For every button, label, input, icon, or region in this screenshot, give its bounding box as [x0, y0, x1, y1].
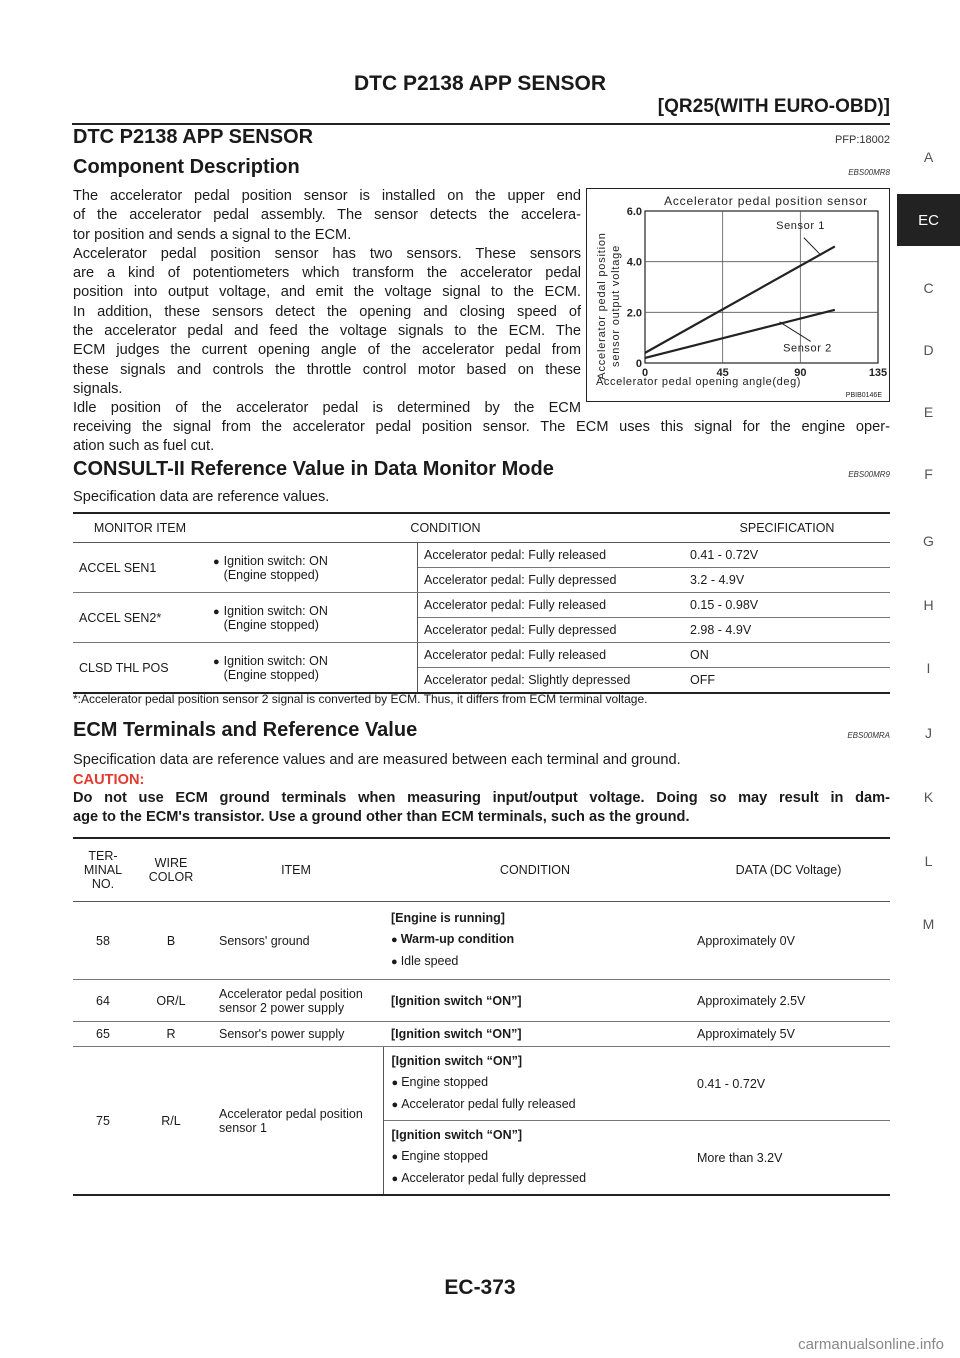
col-wire-color: WIRE COLOR — [133, 838, 209, 902]
table-row — [73, 902, 890, 980]
page-header-title: DTC P2138 APP SENSOR — [353, 72, 607, 95]
wire-color: B — [133, 902, 209, 980]
sensor-voltage-chart — [586, 188, 890, 402]
consult-intro: Specification data are reference values. — [73, 489, 330, 505]
sub-condition: Accelerator pedal: Fully released — [418, 543, 685, 568]
sub-condition: Accelerator pedal: Fully released — [418, 643, 685, 668]
text-line: The accelerator pedal position sensor is installed on the upper end — [73, 188, 581, 204]
side-tab-c[interactable]: C — [923, 280, 934, 296]
chart-figure-code: PBIB0146E — [845, 392, 882, 399]
text-line: receiving the signal from the accelerator pedal position sensor. The ECM uses this signal for the engine oper- — [73, 419, 890, 435]
condition: [Ignition switch “ON”] ● Engine stopped ● Accelerator pedal fully released — [383, 1047, 687, 1121]
side-tab-d[interactable]: D — [923, 342, 934, 358]
side-tab-j[interactable]: J — [925, 725, 932, 741]
chart-ylabel-line1: Accelerator pedal position — [596, 232, 608, 380]
text-line: Idle position of the accelerator pedal is determined by the ECM — [73, 400, 581, 417]
condition: [Ignition switch “ON”] — [383, 980, 687, 1022]
wire-color: R/L — [133, 1047, 209, 1196]
side-tab-g[interactable]: G — [923, 533, 934, 549]
chart-x-tick-label: 135 — [868, 367, 888, 379]
table-header-row — [73, 513, 890, 543]
side-tab-m[interactable]: M — [922, 916, 935, 932]
table-row — [73, 643, 890, 668]
text-line: signals. — [73, 380, 123, 397]
text-line: tor position and sends a signal to the ECM. — [73, 226, 352, 243]
chart-title: Accelerator pedal position sensor — [664, 194, 868, 208]
table-row — [73, 543, 890, 568]
sub-condition: Accelerator pedal: Fully released — [418, 593, 685, 618]
item: Sensors' ground — [209, 902, 383, 980]
chart-y-tick-label: 0 — [635, 358, 642, 370]
col-monitor-item: MONITOR ITEM — [73, 513, 207, 543]
data-monitor-table — [73, 512, 890, 694]
side-tab-e[interactable]: E — [923, 404, 934, 420]
ecm-terminal-table — [73, 837, 890, 1196]
specification: OFF — [684, 668, 890, 694]
text-line: are a kind of potentiometers which transform the accelerator pedal — [73, 265, 581, 282]
page-number: EC-373 — [444, 1276, 516, 1299]
caution-label: CAUTION: — [73, 772, 145, 788]
text-line: ation such as fuel cut. — [73, 438, 215, 455]
sub-condition: Accelerator pedal: Fully depressed — [418, 568, 685, 593]
side-tab-i[interactable]: I — [926, 660, 931, 676]
watermark: carmanualsonline.info — [798, 1336, 944, 1353]
table-row — [73, 980, 890, 1022]
monitor-item: ACCEL SEN1 — [73, 543, 207, 593]
caution-line: Do not use ECM ground terminals when measuring input/output voltage. Doing so may result in dam- — [73, 790, 890, 806]
text-line: ECM judges the current opening angle of the accelerator pedal from — [73, 342, 581, 359]
condition-cell: ● Ignition switch: ON (Engine stopped) — [207, 593, 418, 643]
specification: ON — [684, 643, 890, 668]
side-tab-a[interactable]: A — [923, 149, 934, 165]
data-value: Approximately 5V — [687, 1022, 890, 1047]
col-specification: SPECIFICATION — [684, 513, 890, 543]
col-condition: CONDITION — [207, 513, 684, 543]
table-row — [73, 1047, 890, 1121]
condition-cell: ● Ignition switch: ON (Engine stopped) — [207, 643, 418, 694]
chart-x-tick-label: 45 — [716, 367, 729, 379]
side-tab-l[interactable]: L — [924, 853, 933, 869]
text-line: Accelerator pedal position sensor has two sensors. These sensors — [73, 245, 581, 262]
chart-x-tick-label: 90 — [794, 367, 807, 379]
wire-color: R — [133, 1022, 209, 1047]
component-description-text-wide — [73, 418, 890, 457]
table-row — [73, 1022, 890, 1047]
item: Accelerator pedal position sensor 1 — [209, 1047, 383, 1196]
col-data: DATA (DC Voltage) — [687, 838, 890, 902]
side-tab-ec[interactable]: EC — [897, 194, 960, 246]
col-item: ITEM — [209, 838, 383, 902]
condition: [Ignition switch “ON”] ● Engine stopped ● Accelerator pedal fully depressed — [383, 1121, 687, 1196]
terminal-no: 64 — [73, 980, 133, 1022]
specification: 3.2 - 4.9V — [684, 568, 890, 593]
section-code-component: EBS00MR8 — [848, 168, 890, 177]
chart-xlabel: Accelerator pedal opening angle(deg) — [596, 376, 802, 388]
chart-y-tick-label: 4.0 — [626, 256, 642, 269]
page-header-subtitle: [QR25(WITH EURO-OBD)] — [657, 96, 890, 117]
terminal-no: 65 — [73, 1022, 133, 1047]
side-tab-k[interactable]: K — [923, 789, 934, 805]
item: Sensor's power supply — [209, 1022, 383, 1047]
sub-condition: Accelerator pedal: Fully depressed — [418, 618, 685, 643]
text-line: these signals and controls the throttle control motor based on these — [73, 361, 581, 378]
col-condition: CONDITION — [383, 838, 687, 902]
specification: 2.98 - 4.9V — [684, 618, 890, 643]
monitor-item: ACCEL SEN2* — [73, 593, 207, 643]
specification: 0.41 - 0.72V — [684, 543, 890, 568]
chart-ylabel-line2: sensor output voltage — [610, 245, 622, 367]
col-terminal-no: TER- MINAL NO. — [73, 838, 133, 902]
terminal-no: 75 — [73, 1047, 133, 1196]
condition-cell: ● Ignition switch: ON (Engine stopped) — [207, 543, 418, 593]
header-rule — [72, 123, 890, 125]
section-code-consult: EBS00MR9 — [848, 470, 890, 479]
chart-y-tick-label: 6.0 — [626, 206, 642, 218]
data-value: More than 3.2V — [687, 1121, 890, 1196]
text-line: position into output voltage, and emit the voltage signal to the ECM. — [73, 284, 581, 301]
monitor-item: CLSD THL POS — [73, 643, 207, 694]
text-line: In addition, these sensors detect the opening and closing speed of — [73, 303, 581, 320]
table-header-row — [73, 838, 890, 902]
text-line: the accelerator pedal and feed the voltage signals to the ECM. The — [73, 323, 581, 340]
section-title-component: Component Description — [73, 156, 300, 178]
specification: 0.15 - 0.98V — [684, 593, 890, 618]
chart-y-tick-label: 2.0 — [626, 307, 642, 320]
page-title: DTC P2138 APP SENSOR — [73, 126, 314, 148]
item: Accelerator pedal position sensor 2 power supply — [209, 980, 383, 1022]
terminal-no: 58 — [73, 902, 133, 980]
chart-x-tick-label: 0 — [641, 367, 649, 379]
sub-condition: Accelerator pedal: Slightly depressed — [418, 668, 685, 694]
table-footnote: *:Accelerator pedal position sensor 2 signal is converted by ECM. Thus, it differs from ECM terminal voltage. — [73, 692, 648, 706]
section-title-consult: CONSULT-II Reference Value in Data Monitor Mode — [73, 458, 554, 480]
component-description-text — [73, 187, 581, 419]
chart-series-label: Sensor 1 — [776, 220, 825, 233]
caution-line: age to the ECM's transistor. Use a ground other than ECM terminals, such as the ground. — [73, 809, 690, 825]
caution-text — [73, 789, 890, 827]
data-value: 0.41 - 0.72V — [687, 1047, 890, 1121]
section-code-ecm: EBS00MRA — [847, 731, 890, 740]
side-tab-f[interactable]: F — [924, 466, 933, 482]
pfp-code: PFP:18002 — [834, 134, 890, 146]
section-title-ecm: ECM Terminals and Reference Value — [73, 719, 418, 741]
data-value: Approximately 2.5V — [687, 980, 890, 1022]
ecm-intro: Specification data are reference values and are measured between each terminal and ground. — [73, 752, 681, 768]
chart-series-label: Sensor 2 — [783, 342, 832, 355]
wire-color: OR/L — [133, 980, 209, 1022]
condition: [Engine is running] ● Warm-up condition ● Idle speed — [383, 902, 687, 980]
data-value: Approximately 0V — [687, 902, 890, 980]
text-line: of the accelerator pedal assembly. The sensor detects the accelera- — [73, 207, 581, 224]
side-tab-h[interactable]: H — [923, 597, 934, 613]
chart-frame — [587, 189, 890, 402]
table-row — [73, 593, 890, 618]
condition: [Ignition switch “ON”] — [383, 1022, 687, 1047]
